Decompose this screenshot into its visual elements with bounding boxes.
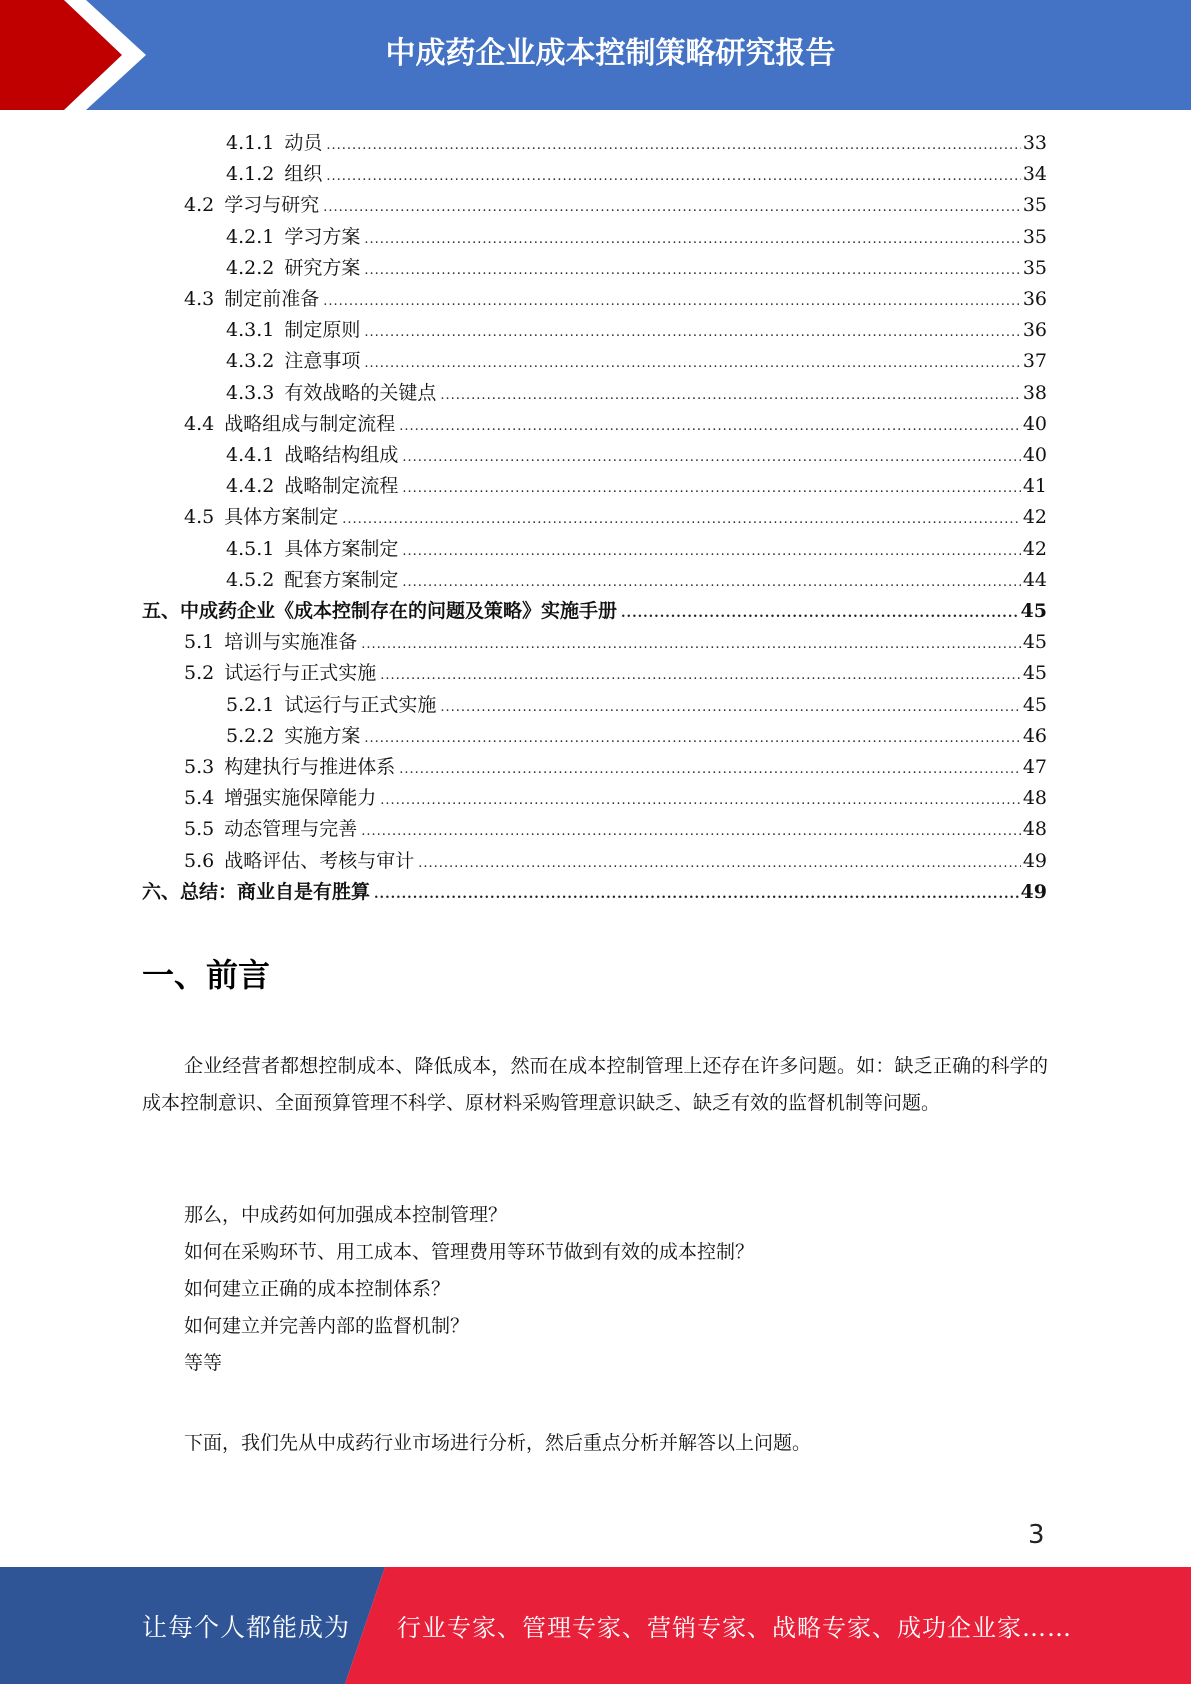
intro-paragraph: 企业经营者都想控制成本、降低成本，然而在成本控制管理上还存在许多问题。如：缺乏正确的科学的成本控制意识、全面预算管理不科学、原材料采购管理意识缺乏、缺乏有效的监督机制等问题。: [142, 1055, 1048, 1114]
toc-entry-number: 5.2: [184, 662, 215, 685]
toc-entry-page: 47: [1022, 756, 1047, 778]
toc-leader-dots: [380, 660, 1021, 691]
toc-entry-title: 具体方案制定: [284, 537, 399, 560]
page-header: [0, 0, 1191, 110]
toc-entry-title: 增强实施保障能力: [224, 787, 377, 810]
toc-entry[interactable]: [226, 315, 1047, 346]
toc-entry[interactable]: [184, 409, 1047, 440]
toc-entry-number: 5.6: [184, 849, 215, 872]
toc-entry-page: 41: [1022, 475, 1047, 498]
section-title: 一、前言: [142, 956, 271, 994]
toc-entry-page: 35: [1022, 225, 1047, 248]
toc-entry-number: 4.5.1: [226, 537, 275, 560]
toc-entry-page: 34: [1022, 163, 1047, 186]
toc-entry[interactable]: [226, 128, 1047, 159]
question-line: 如何在采购环节、用工成本、管理费用等环节做到有效的成本控制？: [184, 1241, 755, 1263]
toc-entry-number: 4.5: [184, 506, 215, 529]
toc-entry-page: 40: [1022, 444, 1047, 466]
question-line: 如何建立并完善内部的监督机制？: [184, 1315, 470, 1337]
toc-entry-page: 36: [1022, 319, 1047, 342]
toc-entry-title: 五、中成药企业《成本控制存在的问题及策略》实施手册: [142, 600, 618, 622]
toc-leader-dots: [326, 130, 1020, 161]
toc-entry-title: 试运行与正式实施: [224, 662, 377, 685]
footer-slogan-right: 行业专家、管理专家、营销专家、战略专家、成功企业家……: [397, 1614, 1072, 1642]
toc-leader-dots: [326, 161, 1020, 192]
toc-entry-title: 研究方案: [284, 256, 361, 279]
page-footer: [0, 1567, 1191, 1684]
toc-entry-page: 35: [1022, 194, 1047, 217]
toc-leader-dots: [364, 255, 1020, 286]
toc-entry-number: 5.5: [184, 818, 215, 841]
toc-leader-dots: [342, 504, 1021, 535]
toc-entry-number: 5.2.2: [226, 724, 275, 747]
toc-entry-page: 45: [1022, 693, 1047, 716]
toc-entry-title: 战略结构组成: [284, 444, 399, 466]
toc-entry-page: 36: [1022, 288, 1047, 310]
toc-entry-title: 培训与实施准备: [224, 631, 358, 654]
toc-entry[interactable]: [142, 596, 1047, 627]
toc-entry[interactable]: [184, 752, 1047, 783]
toc-entry-title: 注意事项: [284, 350, 361, 373]
toc-entry[interactable]: [184, 783, 1047, 814]
toc-entry[interactable]: [184, 190, 1047, 221]
toc-entry[interactable]: [142, 877, 1047, 908]
toc-entry-title: 构建执行与推进体系: [224, 756, 396, 778]
toc-entry-number: 5.3: [184, 756, 215, 778]
toc-entry-title: 实施方案: [284, 724, 361, 747]
toc-entry[interactable]: [184, 658, 1047, 689]
toc-leader-dots: [402, 536, 1020, 567]
toc-leader-dots: [402, 567, 1020, 598]
toc-entry-number: 4.1.2: [226, 163, 275, 186]
toc-entry-page: 33: [1022, 132, 1047, 154]
toc-entry-page: 46: [1022, 724, 1047, 747]
toc-entry-title: 动态管理与完善: [224, 818, 358, 841]
toc-entry-title: 学习方案: [284, 225, 361, 248]
toc-entry[interactable]: [226, 721, 1047, 752]
toc-entry-title: 配套方案制定: [284, 568, 399, 591]
toc-entry[interactable]: [184, 846, 1047, 877]
toc-entry-number: 4.4: [184, 412, 215, 435]
toc-entry[interactable]: [184, 502, 1047, 533]
toc-entry[interactable]: [184, 284, 1047, 315]
toc-leader-dots: [402, 442, 1020, 473]
toc-entry[interactable]: [226, 222, 1047, 253]
toc-leader-dots: [364, 224, 1020, 255]
toc-entry-page: 49: [1020, 880, 1047, 903]
toc-leader-dots: [418, 848, 1021, 879]
toc-entry[interactable]: [184, 627, 1047, 658]
toc-entry-page: 38: [1022, 381, 1047, 404]
toc-leader-dots: [361, 816, 1021, 847]
toc-entry-title: 战略组成与制定流程: [224, 412, 396, 435]
toc-leader-dots: [399, 754, 1021, 785]
toc-entry-title: 有效战略的关键点: [284, 381, 437, 404]
toc-entry-title: 学习与研究: [224, 194, 320, 217]
toc-entry-number: 4.2.2: [226, 256, 275, 279]
header-title: 中成药企业成本控制策略研究报告: [385, 36, 836, 71]
toc-entry-number: 4.2.1: [226, 225, 275, 248]
toc-entry-title: 动员: [284, 132, 323, 154]
toc-entry-title: 战略制定流程: [284, 475, 399, 498]
toc-entry-page: 42: [1022, 537, 1047, 560]
toc-entry-page: 45: [1022, 631, 1047, 654]
toc-entry-page: 48: [1022, 818, 1047, 841]
toc-entry-number: 4.1.1: [226, 132, 275, 154]
toc-entry-number: 4.3.2: [226, 350, 275, 373]
toc-entry[interactable]: [226, 565, 1047, 596]
toc-entry[interactable]: [226, 440, 1047, 471]
page-number: 3: [1028, 1520, 1045, 1550]
toc-entry-title: 六、总结：商业自是有胜算: [142, 880, 371, 903]
toc-entry-page: 45: [1020, 600, 1047, 622]
toc-leader-dots: [323, 286, 1021, 317]
toc-entry-number: 4.4.1: [226, 444, 275, 466]
toc-entry-page: 40: [1022, 412, 1047, 435]
toc-entry[interactable]: [226, 690, 1047, 721]
question-line: 等等: [184, 1352, 223, 1374]
toc-leader-dots: [399, 411, 1021, 442]
toc-entry-page: 45: [1022, 662, 1047, 685]
toc-entry-page: 49: [1022, 849, 1047, 872]
toc-entry-title: 具体方案制定: [224, 506, 339, 529]
toc-entry[interactable]: [184, 814, 1047, 845]
toc-entry[interactable]: [226, 534, 1047, 565]
toc-entry[interactable]: [226, 471, 1047, 502]
footer-slogan-left: 让每个人都能成为: [142, 1612, 351, 1642]
toc-entry-number: 4.3: [184, 288, 215, 310]
toc-entry-number: 5.2.1: [226, 693, 275, 716]
toc-leader-dots: [374, 879, 1019, 910]
toc-entry-page: 48: [1022, 787, 1047, 810]
question-line: 如何建立正确的成本控制体系？: [184, 1278, 451, 1300]
toc-leader-dots: [440, 692, 1020, 723]
toc-leader-dots: [621, 598, 1019, 629]
toc-entry-title: 制定前准备: [224, 288, 320, 310]
toc-entry-page: 37: [1022, 350, 1047, 373]
toc-entry-number: 5.1: [184, 631, 215, 654]
toc-entry[interactable]: [226, 159, 1047, 190]
toc-entry-page: 42: [1022, 506, 1047, 529]
toc-entry[interactable]: [226, 346, 1047, 377]
toc-entry-number: 4.3.1: [226, 319, 275, 342]
toc-entry-title: 制定原则: [284, 319, 361, 342]
toc-entry-number: 4.4.2: [226, 475, 275, 498]
toc-entry-page: 35: [1022, 256, 1047, 279]
toc-entry-number: 4.2: [184, 194, 215, 217]
toc-entry[interactable]: [226, 378, 1047, 409]
toc-entry-title: 试运行与正式实施: [284, 693, 437, 716]
toc-leader-dots: [323, 192, 1021, 223]
toc-leader-dots: [380, 785, 1021, 816]
toc-leader-dots: [364, 723, 1020, 754]
toc-entry-number: 4.3.3: [226, 381, 275, 404]
closing-paragraph: 下面，我们先从中成药行业市场进行分析，然后重点分析并解答以上问题。: [184, 1432, 812, 1454]
toc-leader-dots: [361, 629, 1021, 660]
toc-leader-dots: [364, 317, 1020, 348]
toc-entry-number: 4.5.2: [226, 568, 275, 591]
toc-entry-number: 5.4: [184, 787, 215, 810]
toc-entry-title: 战略评估、考核与审计: [224, 849, 415, 872]
toc-entry[interactable]: [226, 253, 1047, 284]
toc-entry-title: 组织: [284, 163, 323, 186]
toc-leader-dots: [440, 380, 1020, 411]
toc-entry-page: 44: [1022, 568, 1047, 591]
toc-leader-dots: [402, 473, 1020, 504]
toc-leader-dots: [364, 348, 1020, 379]
question-line: 那么，中成药如何加强成本控制管理？: [184, 1204, 508, 1226]
